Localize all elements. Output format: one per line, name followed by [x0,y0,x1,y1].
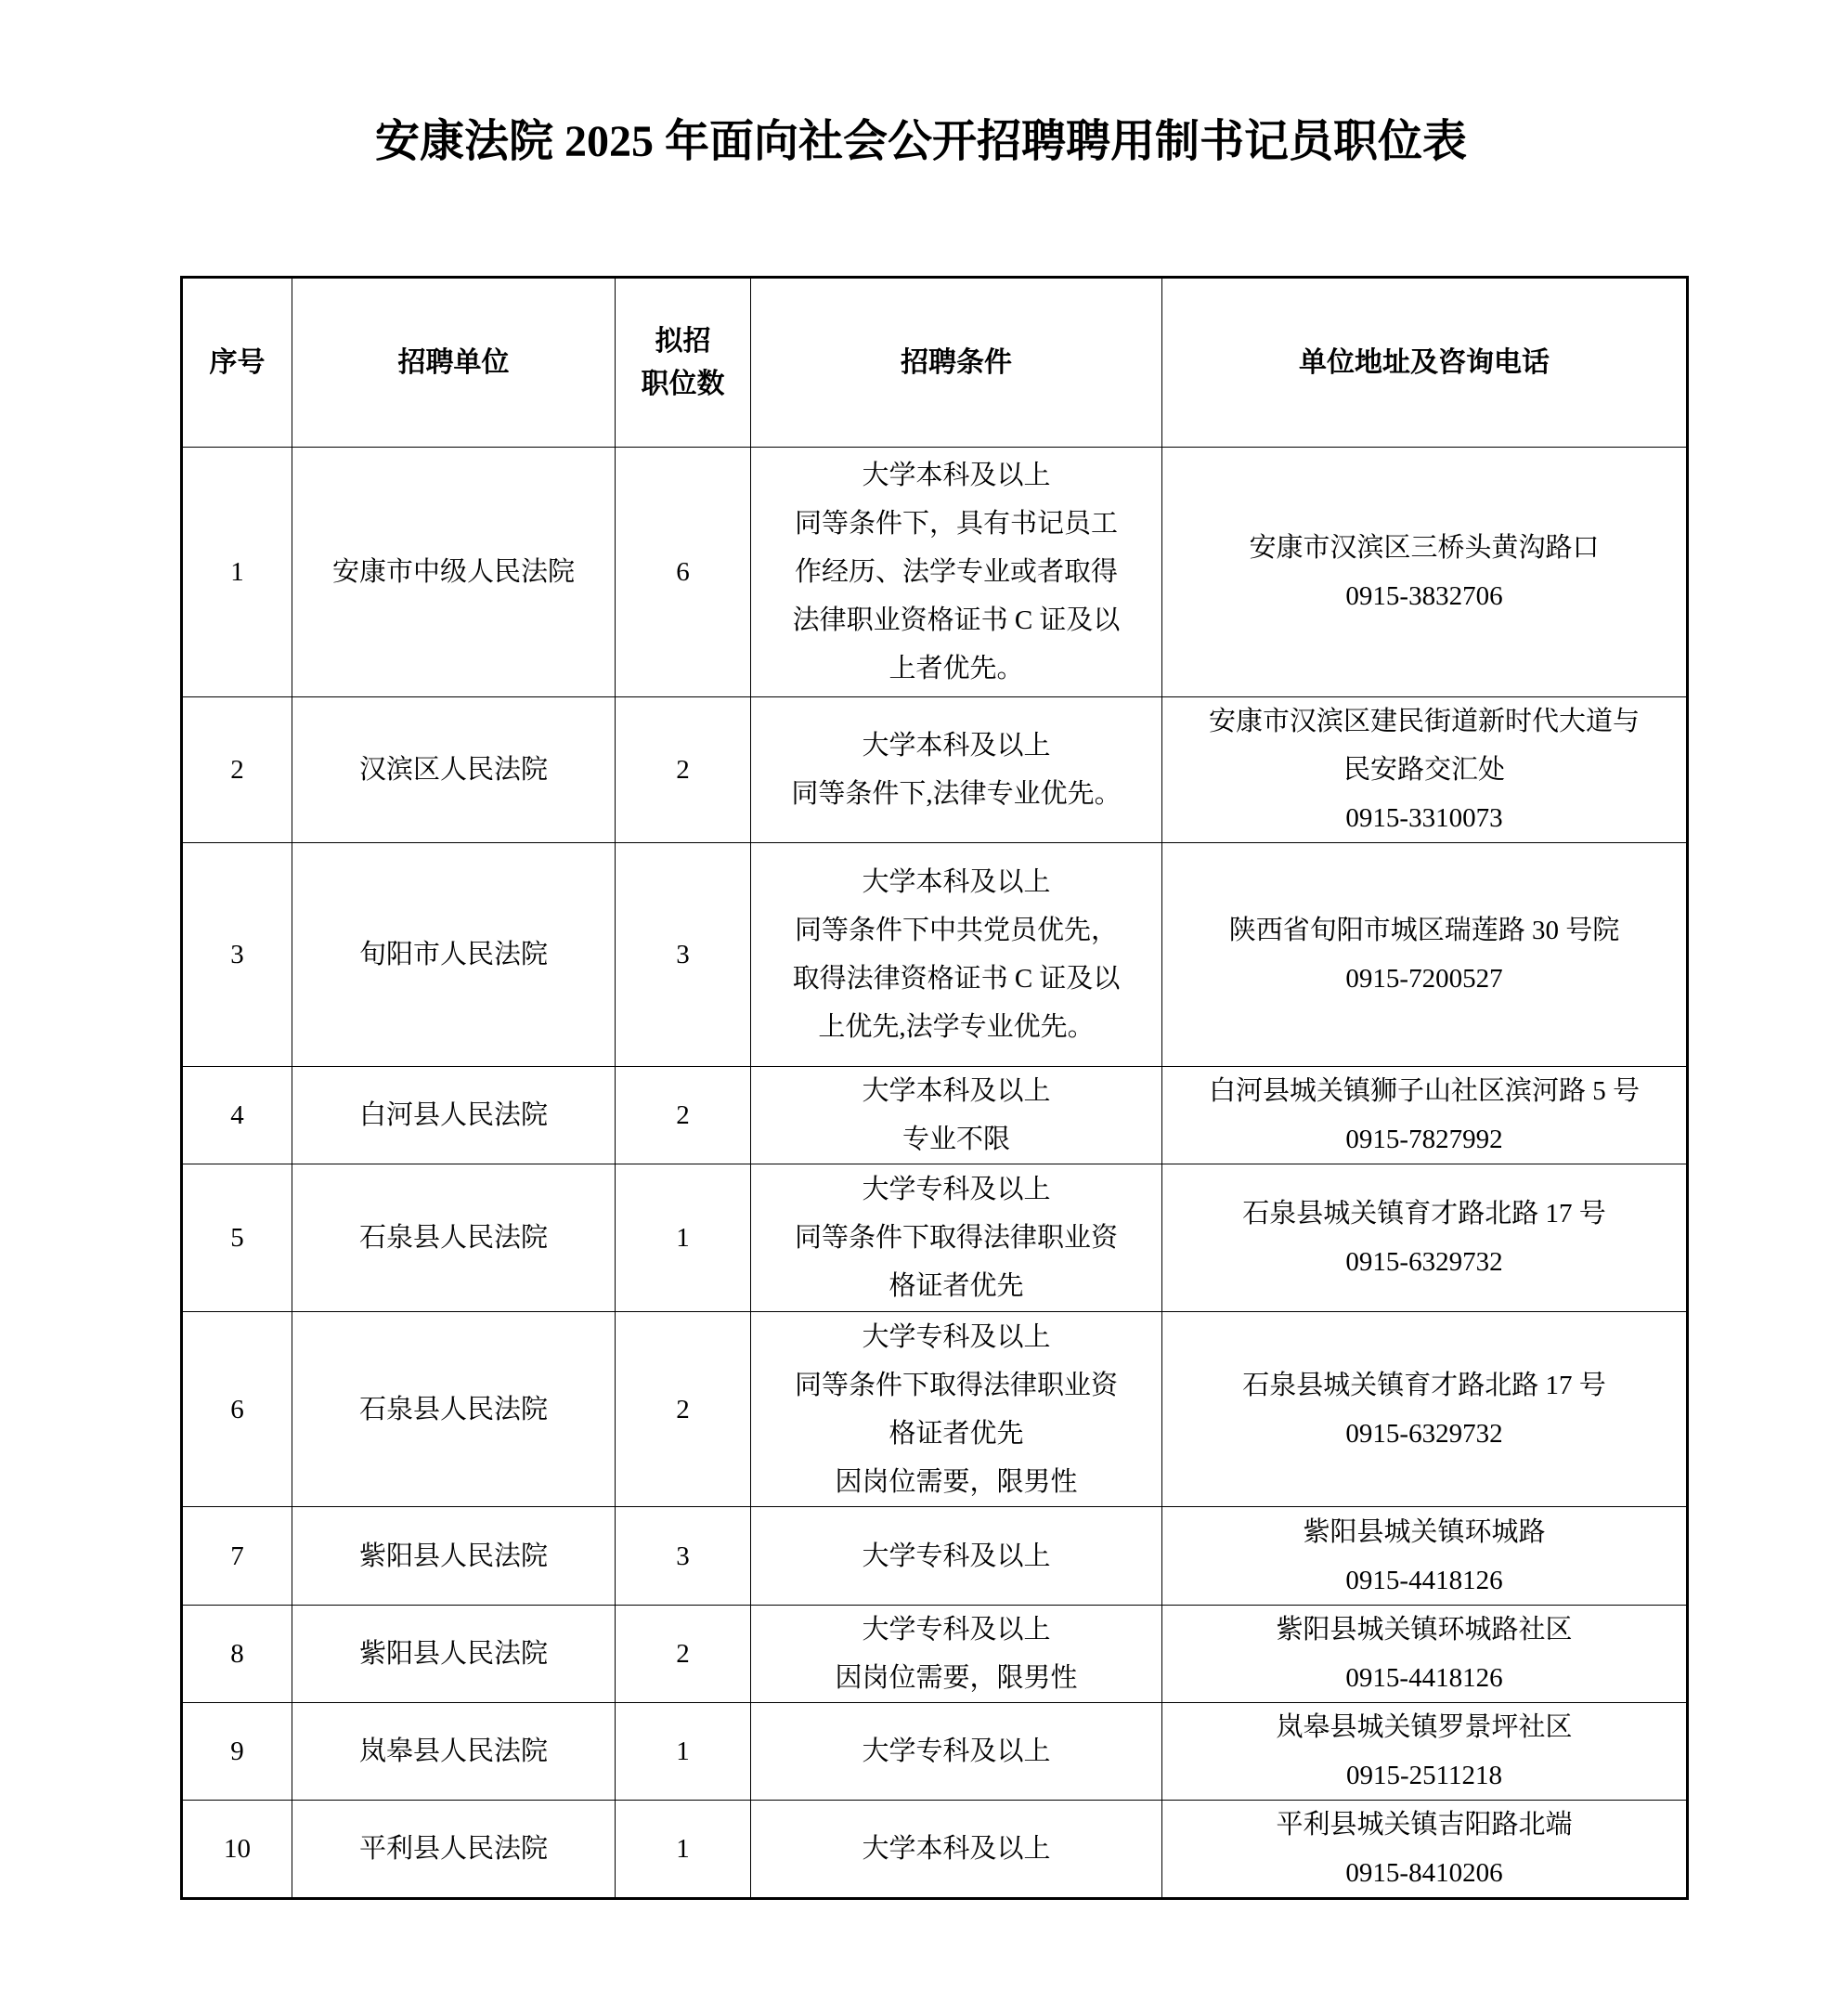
cell-address-line: 0915-7827992 [1345,1125,1503,1154]
cell-conditions [751,448,1162,697]
cell-conditions [751,697,1162,843]
cell-no-line: 2 [230,755,244,785]
cell-address [1162,1312,1688,1507]
cell-unit-line: 旬阳市人民法院 [358,940,548,969]
cell-conditions-line: 因岗位需要，限男性 [835,1466,1078,1497]
table-row [182,1801,1688,1899]
cell-unit-line: 平利县人民法院 [358,1834,548,1864]
cell-address-line: 平利县城关镇吉阳路北端 [1276,1810,1573,1840]
cell-unit [292,1507,616,1606]
cell-address-line: 安康市汉滨区建民街道新时代大道与 [1208,707,1640,736]
cell-address-line: 白河县城关镇狮子山社区滨河路 5 号 [1208,1076,1640,1106]
cell-count-line: 6 [676,557,690,587]
cell-conditions-line: 大学本科及以上 [862,867,1051,897]
cell-address [1162,1801,1688,1899]
cell-conditions-line: 大学本科及以上 [862,1834,1051,1864]
cell-conditions [751,1801,1162,1899]
table-body [182,448,1688,1899]
cell-conditions-line: 上者优先。 [889,654,1024,683]
cell-address-line: 紫阳县城关镇环城路 [1303,1516,1546,1547]
cell-unit [292,1164,616,1312]
cell-no-line: 3 [230,940,244,969]
cell-address-line: 紫阳县城关镇环城路社区 [1276,1615,1573,1645]
col-header-count-line2: 职位数 [641,368,725,399]
cell-address-line: 石泉县城关镇育才路北路 17 号 [1242,1199,1606,1229]
cell-conditions-line: 大学本科及以上 [862,461,1051,490]
cell-unit [292,448,616,697]
col-header-no: 序号 [182,278,292,448]
cell-conditions-line: 大学专科及以上 [862,1541,1051,1571]
cell-address [1162,448,1688,697]
page-title: 安康法院 2025 年面向社会公开招聘聘用制书记员职位表 [374,117,1467,166]
cell-unit-line: 安康市中级人民法院 [331,557,575,587]
cell-address [1162,1164,1688,1312]
col-header-unit: 招聘单位 [292,278,616,448]
cell-no [182,1312,292,1507]
cell-conditions [751,1606,1162,1703]
table-row [182,448,1688,697]
cell-address-line: 0915-6329732 [1345,1247,1503,1277]
cell-address-line: 0915-8410206 [1345,1858,1503,1888]
cell-address-line: 民安路交汇处 [1343,755,1505,785]
cell-unit-line: 白河县人民法院 [358,1100,548,1130]
cell-address [1162,1606,1688,1703]
cell-count [616,1067,751,1164]
cell-count [616,1312,751,1507]
cell-conditions-line: 格证者优先 [889,1418,1024,1449]
col-header-conditions: 招聘条件 [751,278,1162,448]
cell-unit-line: 汉滨区人民法院 [358,755,548,785]
col-header-address: 单位地址及咨询电话 [1162,278,1688,448]
cell-conditions-line: 因岗位需要，限男性 [835,1663,1078,1693]
cell-conditions-line: 同等条件下，具有书记员工 [794,509,1118,539]
cell-conditions [751,1507,1162,1606]
cell-unit-line: 石泉县人民法院 [358,1394,548,1424]
cell-count-line: 1 [676,1223,690,1253]
cell-no [182,843,292,1067]
cell-count [616,448,751,697]
cell-no-line: 8 [230,1639,244,1669]
cell-no [182,448,292,697]
cell-address-line: 0915-7200527 [1345,964,1503,994]
cell-address [1162,697,1688,843]
cell-address-line: 0915-2511218 [1345,1761,1503,1790]
cell-no-line: 6 [230,1394,244,1424]
cell-address-line: 岚皋县城关镇罗景坪社区 [1276,1712,1573,1742]
cell-no-line: 9 [230,1736,244,1766]
cell-count-line: 1 [676,1736,690,1766]
cell-conditions [751,1067,1162,1164]
cell-unit-line: 紫阳县人民法院 [358,1541,548,1571]
cell-count [616,1507,751,1606]
cell-no [182,1801,292,1899]
cell-conditions-line: 同等条件下中共党员优先， [794,916,1118,945]
cell-conditions-line: 大学本科及以上 [862,731,1051,761]
cell-no-line: 4 [230,1100,244,1130]
cell-no [182,1507,292,1606]
cell-no [182,1606,292,1703]
cell-conditions-line: 取得法律资格证书 C 证及以 [792,964,1121,994]
table-row [182,1507,1688,1606]
cell-count [616,843,751,1067]
col-header-count-line1: 拟招 [655,325,711,357]
cell-unit-line: 岚皋县人民法院 [358,1736,548,1766]
cell-unit-line: 紫阳县人民法院 [358,1639,548,1669]
cell-count [616,1606,751,1703]
table-row [182,1067,1688,1164]
cell-conditions-line: 大学专科及以上 [862,1175,1051,1204]
cell-conditions-line: 法律职业资格证书 C 证及以 [792,605,1121,635]
cell-unit [292,1067,616,1164]
cell-unit-line: 石泉县人民法院 [358,1223,548,1253]
cell-conditions-line: 大学专科及以上 [862,1321,1051,1352]
cell-address-line: 0915-3310073 [1345,803,1503,833]
cell-no [182,1703,292,1801]
col-header-count [616,278,751,448]
cell-count-line: 2 [676,755,690,785]
cell-count-line: 2 [676,1100,690,1130]
cell-unit [292,843,616,1067]
cell-unit [292,1703,616,1801]
cell-unit [292,1312,616,1507]
table-row [182,1312,1688,1507]
cell-count [616,1164,751,1312]
cell-address-line: 安康市汉滨区三桥头黄沟路口 [1249,533,1600,563]
table-header-row [182,278,1688,448]
table-row [182,697,1688,843]
cell-unit [292,1801,616,1899]
cell-no-line: 1 [230,557,244,587]
cell-unit [292,697,616,843]
cell-count-line: 3 [676,940,690,969]
cell-count [616,1703,751,1801]
cell-count-line: 3 [676,1541,690,1571]
cell-count-line: 2 [676,1639,690,1669]
table-row [182,1703,1688,1801]
cell-address-line: 0915-4418126 [1345,1663,1503,1693]
cell-count [616,697,751,843]
cell-count [616,1801,751,1899]
cell-no-line: 5 [230,1223,244,1253]
cell-address [1162,843,1688,1067]
cell-address [1162,1067,1688,1164]
cell-no [182,1067,292,1164]
cell-no [182,1164,292,1312]
cell-address-line: 0915-4418126 [1345,1565,1503,1595]
cell-address-line: 0915-3832706 [1345,581,1503,611]
cell-no-line: 10 [224,1834,251,1864]
cell-address-line: 0915-6329732 [1345,1418,1503,1449]
cell-conditions [751,1312,1162,1507]
cell-conditions [751,1164,1162,1312]
cell-count-line: 2 [676,1394,690,1424]
cell-conditions-line: 专业不限 [902,1125,1010,1154]
cell-address [1162,1507,1688,1606]
positions-table [180,276,1689,1900]
cell-conditions-line: 大学本科及以上 [862,1076,1051,1106]
cell-conditions-line: 同等条件下,法律专业优先。 [791,779,1122,809]
cell-conditions [751,1703,1162,1801]
cell-conditions-line: 大学专科及以上 [862,1736,1051,1766]
table-row [182,843,1688,1067]
cell-address [1162,1703,1688,1801]
table-row [182,1606,1688,1703]
table-header [182,278,1688,448]
cell-conditions-line: 大学专科及以上 [862,1615,1051,1645]
cell-address-line: 陕西省旬阳市城区瑞莲路 30 号院 [1228,916,1620,945]
cell-count-line: 1 [676,1834,690,1864]
table-row [182,1164,1688,1312]
cell-conditions-line: 格证者优先 [889,1271,1024,1301]
cell-conditions-line: 同等条件下取得法律职业资 [794,1223,1118,1253]
cell-conditions-line: 作经历、法学专业或者取得 [794,557,1118,587]
cell-conditions-line: 同等条件下取得法律职业资 [794,1370,1118,1400]
cell-address-line: 石泉县城关镇育才路北路 17 号 [1242,1370,1606,1400]
cell-unit [292,1606,616,1703]
cell-no [182,697,292,843]
cell-no-line: 7 [230,1541,244,1571]
cell-conditions-line: 上优先,法学专业优先。 [818,1012,1095,1042]
cell-conditions [751,843,1162,1067]
